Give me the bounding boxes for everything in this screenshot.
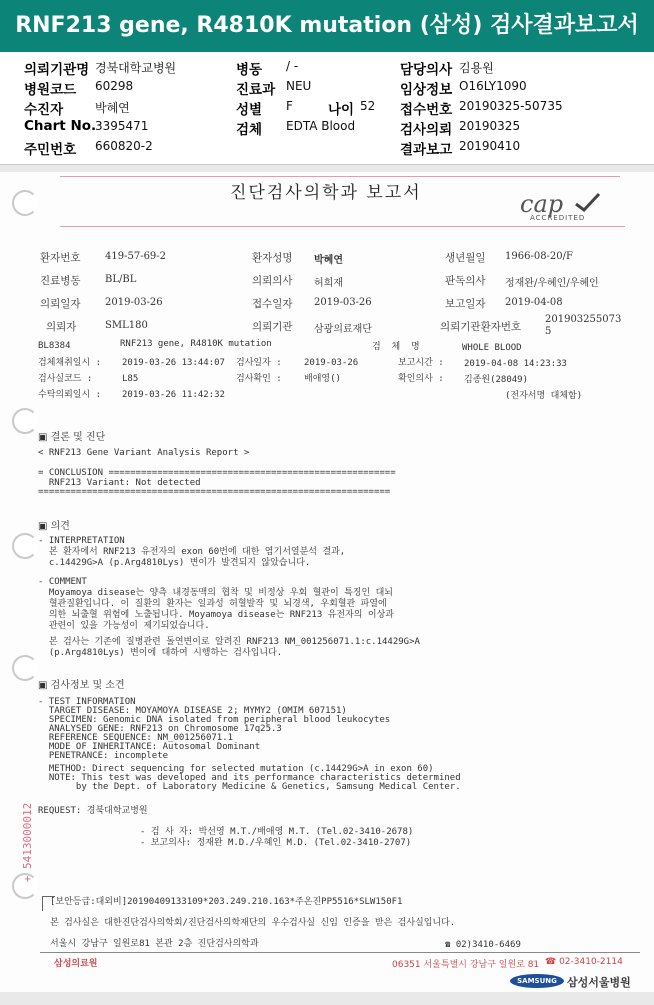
header-label: 담당의사 <box>400 62 453 78</box>
test-info-label: 검사실코드 : <box>38 374 93 384</box>
report-header <box>0 52 654 165</box>
test-info-label: 확인의사 : <box>398 374 444 384</box>
test-info-label: 검사일자 : <box>236 358 282 368</box>
header-label: 주민번호 <box>24 142 77 158</box>
patient-label: 의뢰일자 <box>40 298 81 310</box>
footer-left: 삼성의료원 <box>54 959 98 969</box>
cap-accredited-logo <box>520 188 620 224</box>
header-value: O16LY1090 <box>459 79 527 93</box>
phone-line: ☎ 02)3410-6469 <box>445 940 521 950</box>
test-info-value: 2019-03-26 13:44:07 <box>122 358 225 368</box>
test-info-value: 김종원(28049) <box>464 375 529 385</box>
interpretation-header: - INTERPRETATION <box>38 536 125 546</box>
patient-label: 의뢰자 <box>46 321 77 333</box>
test-info-label: 수탁의뢰일시 : <box>38 390 102 400</box>
e-signature-note: (전자서명 대체함) <box>505 391 583 401</box>
section-title: ▣ 의견 <box>38 521 70 532</box>
interpretation-line: 본 환자에서 RNF213 유전자의 exon 60번에 대한 염기서열분석 결과, <box>38 547 346 557</box>
cap-accredited-text: ACCREDITED <box>530 214 586 222</box>
header-value: 20190325-50735 <box>459 99 563 113</box>
patient-label: 환자성명 <box>252 252 293 264</box>
test-info-value: 2019-04-08 14:23:33 <box>464 359 567 369</box>
header-label: 접수번호 <box>400 102 453 118</box>
test-info-label: 보고시간 : <box>398 358 444 368</box>
test-info-value: 2019-03-26 11:42:32 <box>122 390 225 400</box>
patient-value: 1966-08-20/F <box>505 251 573 262</box>
test-code: BL8384 <box>38 341 71 351</box>
test-information-line: METHOD: Direct sequencing for selected mutation (c.14429G>A in exon 60) <box>38 764 434 774</box>
comment-line: 본 검사는 기존에 질병관련 돌연변이로 알려진 RNF213 NM_001256071.1:c.14429G>A <box>38 637 420 647</box>
patient-value: 허희재 <box>314 278 343 289</box>
test-information-line: MODE OF INHERITANCE: Autosomal Dominant <box>38 742 261 752</box>
test-info-value: 배애영() <box>304 374 341 384</box>
patient-value: 2019-04-08 <box>505 297 563 308</box>
test-information-line: SPECIMEN: Genomic DNA isolated from peripheral blood leukocytes <box>38 715 391 725</box>
patient-label: 의뢰기관 <box>252 321 293 333</box>
patient-label: 의뢰의사 <box>252 275 293 287</box>
footer-phone: ☎ 02-3410-2114 <box>545 957 623 967</box>
header-value: NEU <box>286 79 312 93</box>
hospital-name: 삼성서울병원 <box>567 976 631 989</box>
signer-line: - 검 사 자: 박선영 M.T./배애영 M.T. (Tel.02-3410-2678) <box>140 827 414 837</box>
test-information-line: REFERENCE SEQUENCE: NM_001256071.1 <box>38 733 234 743</box>
patient-label: 판독의사 <box>445 275 486 287</box>
patient-value: BL/BL <box>105 274 137 285</box>
address-line: 서울시 강남구 일원로81 본관 2층 진단검사의학과 <box>50 939 259 949</box>
patient-label: 접수일자 <box>252 298 293 310</box>
punch-hole-icon <box>12 655 38 681</box>
header-label: 임상정보 <box>400 82 453 98</box>
patient-label: 의뢰기관환자번호 <box>440 321 522 333</box>
test-information-line: PENETRANCE: incomplete <box>38 751 169 761</box>
report-subtitle: < RNF213 Gene Variant Analysis Report > <box>38 448 250 458</box>
request-line: REQUEST: 경북대학교병원 <box>38 806 148 816</box>
header-value: 김용원 <box>459 61 494 75</box>
header-label: 검체 <box>236 122 263 138</box>
scanned-report <box>0 172 654 992</box>
patient-value: 419-57-69-2 <box>105 251 167 262</box>
header-label: 진료과 <box>236 82 276 98</box>
samsung-logo: SAMSUNG <box>510 974 564 988</box>
side-stamp <box>22 800 42 892</box>
conclusion-rule: ================================================================= <box>38 487 391 497</box>
patient-value: 2019-03-26 <box>105 297 163 308</box>
patient-label: 환자번호 <box>40 252 81 264</box>
header-label: 결과보고 <box>400 142 453 158</box>
test-info-value: 2019-03-26 <box>304 358 359 368</box>
patient-value: 정재완/우혜인/우혜인 <box>505 278 599 289</box>
comment-header: - COMMENT <box>38 577 87 587</box>
specimen-label: 검 체 명 <box>372 342 420 352</box>
comment-line: Moyamoya disease는 양측 내경동맥의 협착 및 비정상 우회 혈관이 특징인 대뇌 <box>38 588 393 598</box>
header-value: 박혜연 <box>95 101 130 115</box>
certification-line: 본 검사실은 대한진단검사의학회/진단검사의학재단의 우수검사실 신임 인증을 받은 검사실입니다. <box>50 918 456 928</box>
header-value: 60298 <box>95 79 134 93</box>
header-value: 20190410 <box>459 139 521 153</box>
header-value: 20190325 <box>459 119 521 133</box>
signer-line: - 보고의사: 정재완 M.D./우혜인 M.D. (Tel.02-3410-2707) <box>140 838 412 848</box>
header-value: 경북대학교병원 <box>95 61 177 75</box>
test-information-line: - TEST INFORMATION <box>38 697 136 707</box>
test-info-label: 검체채취일시 : <box>38 358 102 368</box>
header-label: Chart No. <box>24 118 97 134</box>
comment-line: (p.Arg4810Lys) 변이에 대하여 시행하는 검사입니다. <box>38 648 283 658</box>
patient-label: 생년월일 <box>445 252 486 264</box>
divider <box>60 176 620 177</box>
comment-line: 의한 뇌출혈 위험에 노출됩니다. Moyamoya disease는 RNF213 유전자의 이상과 <box>38 610 394 620</box>
header-value: F <box>286 99 293 113</box>
section-title: ▣ 검사정보 및 소견 <box>38 680 125 691</box>
comment-line: 관련이 있을 가능성이 제기되었습니다. <box>38 621 210 631</box>
patient-value: SML180 <box>105 320 148 331</box>
divider <box>40 952 640 953</box>
checkmark-icon <box>572 192 602 214</box>
header-label: 수진자 <box>24 102 64 118</box>
header-label: 병원코드 <box>24 82 77 98</box>
punch-hole-icon <box>12 190 38 216</box>
header-label: 의뢰기관명 <box>24 62 90 78</box>
footer-address: 06351 서울특별시 강남구 일원로 81 <box>392 960 540 970</box>
section-title: ▣ 결론 및 진단 <box>38 432 106 443</box>
cap-logo-text: cap <box>520 190 564 218</box>
stamp-number: + 5413000012 <box>21 802 35 883</box>
patient-label: 진료병동 <box>40 275 81 287</box>
test-info-value: L85 <box>122 374 139 384</box>
header-value: 52 <box>360 99 376 113</box>
interpretation-line: c.14429G>A (p.Arg4810Lys) 변이가 발견되지 않았습니다. <box>38 558 311 568</box>
test-information-line: ANALYSED GENE: RNF213 on Chromosome 17q25.3 <box>38 724 282 734</box>
test-information-line: by the Dept. of Laboratory Medicine & Genetics, Samsung Medical Center. <box>38 782 461 792</box>
punch-hole-icon <box>12 408 38 434</box>
test-information-line: TARGET DISEASE: MOYAMOYA DISEASE 2; MYMY2 (OMIM 607151) <box>38 706 347 716</box>
document-title: 진단검사의학과 보고서 <box>230 183 422 203</box>
header-label: 성별 <box>236 102 263 118</box>
patient-label: 보고일자 <box>445 298 486 310</box>
test-information-line: NOTE: This test was developed and its performance characteristics determined <box>38 773 461 783</box>
header-value: 660820-2 <box>95 139 153 153</box>
header-label: 나이 <box>328 102 355 118</box>
header-label: 검사의뢰 <box>400 122 453 138</box>
test-name: RNF213 gene, R4810K mutation <box>120 339 272 349</box>
patient-value: 박혜연 <box>314 255 343 266</box>
header-label: 병동 <box>236 62 263 78</box>
conclusion-header: = CONCLUSION ===================================================== <box>38 468 396 478</box>
report-title: RNF213 gene, R4810K mutation (삼성) 검사결과보고서 <box>0 0 654 52</box>
test-info-label: 검사확인 : <box>236 374 282 384</box>
bottom-bar <box>0 992 654 1005</box>
punch-hole-icon <box>12 533 38 559</box>
divider <box>60 226 625 227</box>
header-value: EDTA Blood <box>286 119 356 133</box>
separator <box>0 165 654 172</box>
header-value: 3395471 <box>95 119 149 133</box>
conclusion-text: RNF213 Variant: Not detected <box>38 478 201 488</box>
specimen-value: WHOLE BLOOD <box>462 343 522 353</box>
patient-value: 삼광의료재단 <box>314 324 372 335</box>
patient-value: 201903255073 5 <box>545 314 622 337</box>
comment-line: 혈관질환입니다. 이 질환의 환자는 일과성 허혈발작 및 뇌경색, 우회혈관 파열에 <box>38 599 387 609</box>
security-line: [보안등급:대외비]20190409133109*203.249.210.163*주온진PP5516*SLW150F1 <box>50 897 403 907</box>
header-value: / - <box>286 59 299 73</box>
patient-value: 2019-03-26 <box>314 297 372 308</box>
